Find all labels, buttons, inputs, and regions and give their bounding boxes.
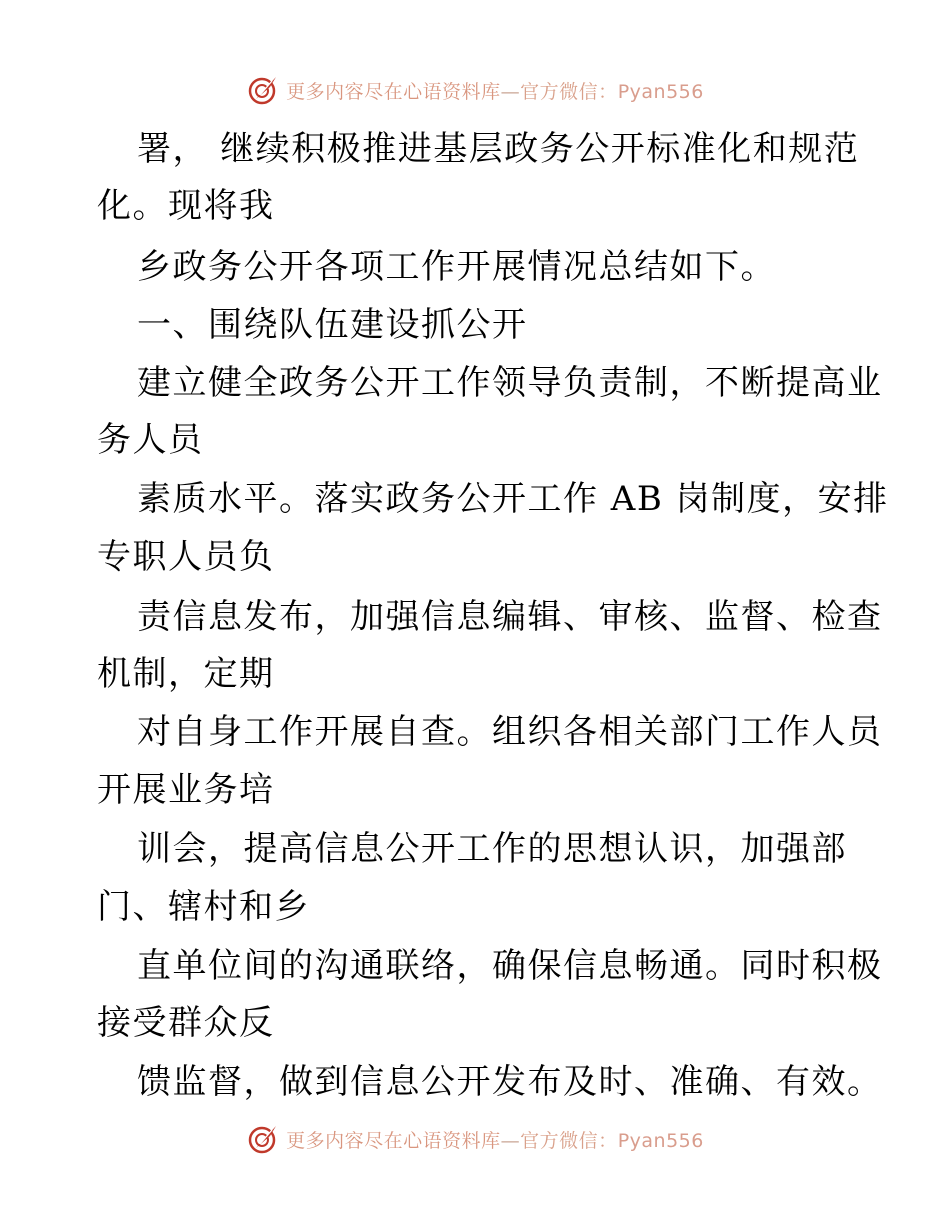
body-line: 建立健全政务公开工作领导负责制，不断提高业 [137,363,883,403]
body-line: 化。现将我 [97,186,275,226]
body-line: 署， 继续积极推进基层政务公开标准化和规范 [137,129,860,169]
watermark-wechat-id: Pyan556 [617,80,704,103]
body-line: 机制，定期 [97,654,275,694]
watermark-site-name: 更多内容尽在心语资料库 [286,80,501,103]
body-line: 接受群众反 [97,1003,275,1043]
quill-logo-icon [246,1122,280,1156]
body-line: 乡政务公开各项工作开展情况总结如下。 [137,247,776,287]
watermark-wechat-id: Pyan556 [617,1129,704,1152]
body-line: 训会，提高信息公开工作的思想认识，加强部 [137,829,847,869]
watermark-wechat-label: 官方微信： [520,80,618,103]
body-line: 直单位间的沟通联络，确保信息畅通。同时积极 [137,946,883,986]
watermark-site-name: 更多内容尽在心语资料库 [286,1129,501,1152]
body-line: 务人员 [97,420,204,460]
body-line: 门、辖村和乡 [97,887,310,927]
footer-watermark [0,1121,950,1157]
body-line: 开展业务培 [97,770,275,810]
watermark-separator: — [500,80,521,103]
watermark-separator: — [500,1129,521,1152]
body-line: 对自身工作开展自查。组织各相关部门工作人员 [137,712,883,752]
body-line: 责信息发布，加强信息编辑、审核、监督、检查 [137,597,883,637]
body-line: 馈监督，做到信息公开发布及时、准确、有效。 [137,1062,883,1102]
watermark-text [286,1126,704,1153]
watermark-wechat-label: 官方微信： [520,1129,618,1152]
body-line: 专职人员负 [97,537,275,577]
section-heading: 一、围绕队伍建设抓公开 [137,305,528,345]
body-line: 素质水平。落实政务公开工作 AB 岗制度，安排 [137,479,889,519]
watermark-group [246,1122,704,1156]
